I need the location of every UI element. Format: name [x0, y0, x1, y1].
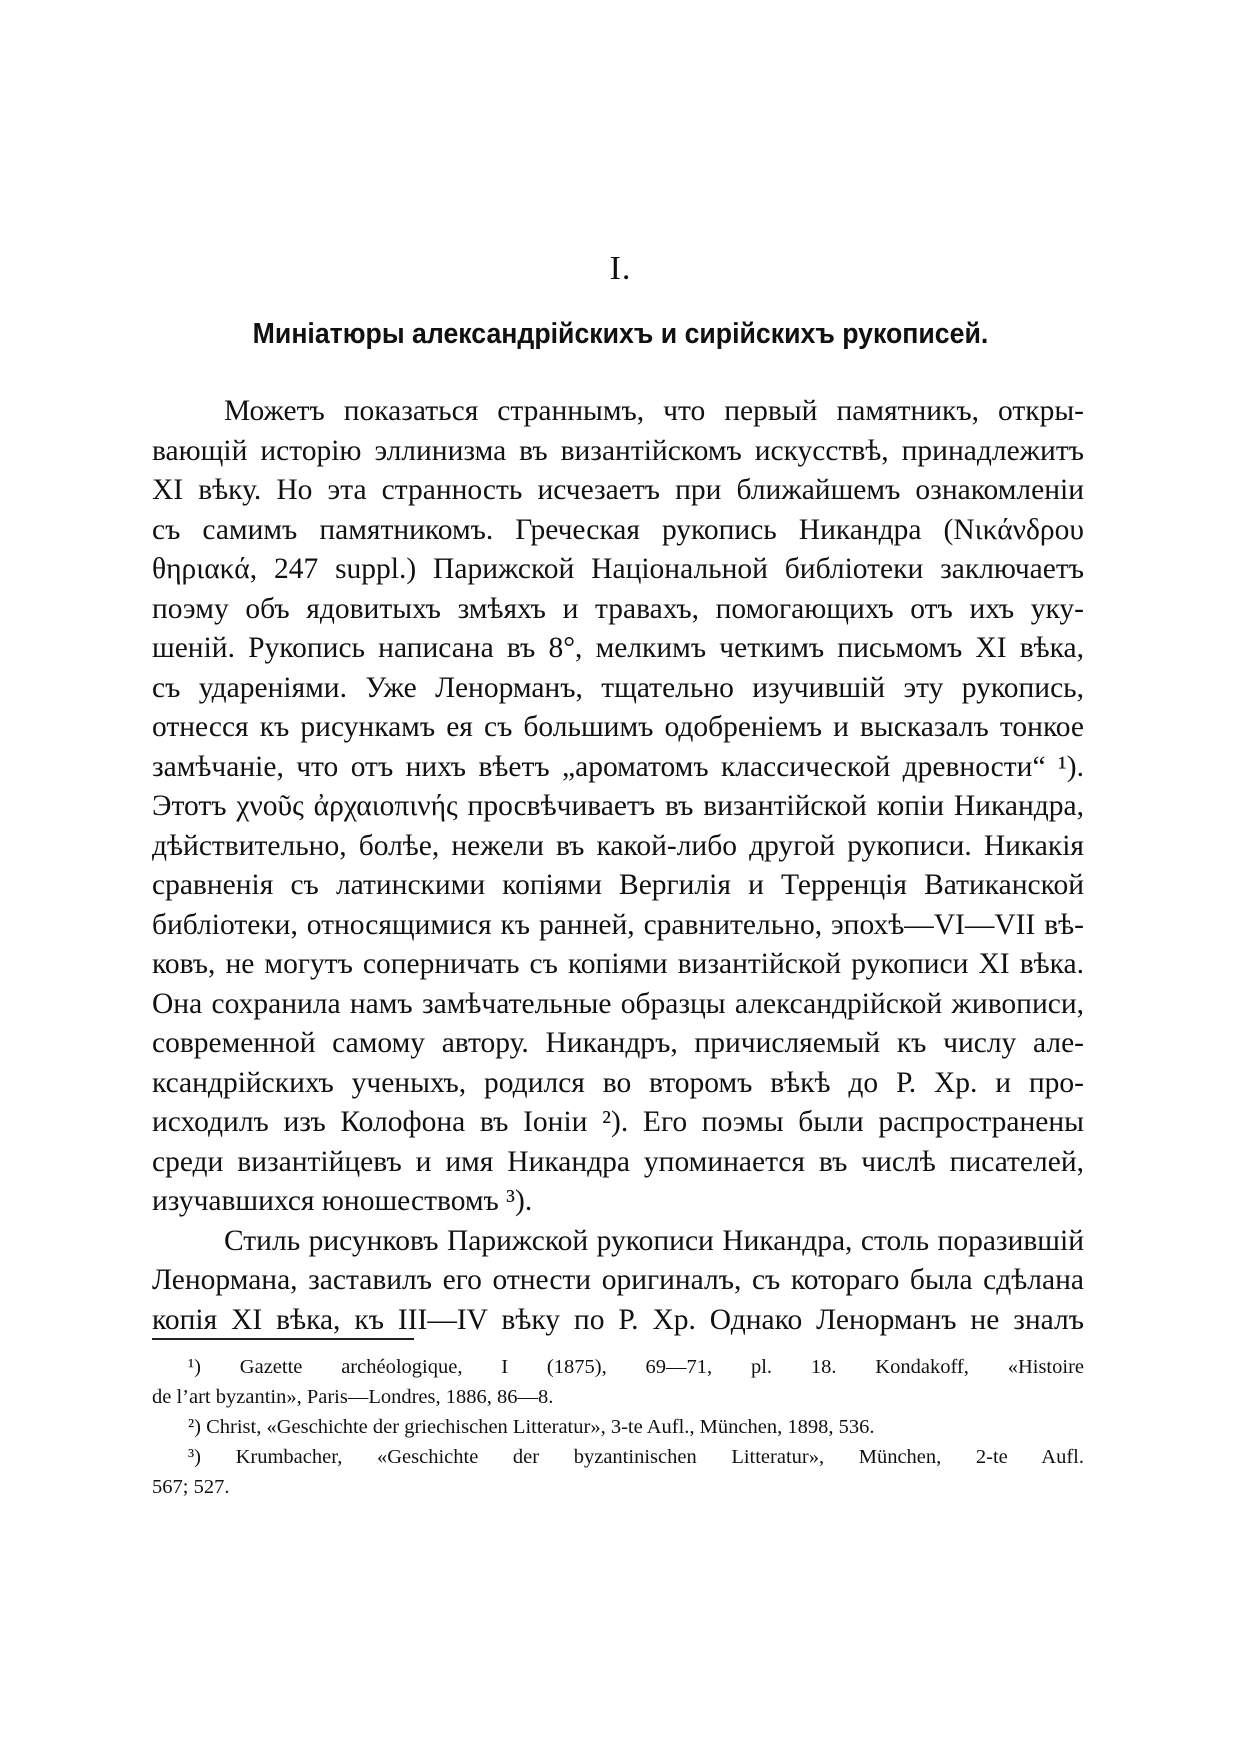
text-line: ковъ, не могутъ соперничать съ копіями византійской рукописи XI вѣка.	[152, 948, 1084, 980]
text-line: XI вѣку. Но эта странность исчезаетъ при ближайшемъ ознакомленіи	[152, 474, 1084, 506]
text-line: сравненія съ латинскими копіями Вергилія и Терренція Ватиканской	[152, 869, 1084, 901]
body-text	[152, 392, 1084, 1340]
paragraph-1	[152, 392, 1084, 1222]
text-line: Она сохранила намъ замѣчательные образцы александрійской живописи,	[152, 987, 1084, 1020]
text-line: замѣчаніе, что отъ нихъ вѣетъ „ароматомъ классической древности“ ¹).	[152, 750, 1084, 783]
text-line: поэму объ ядовитыхъ змѣяхъ и травахъ, помогающихъ отъ ихъ уку-	[152, 592, 1084, 625]
footnote-divider	[152, 1338, 414, 1340]
text-line: библіотеки, относящимися къ ранней, сравнительно, эпохѣ—VI—VII вѣ-	[152, 908, 1084, 941]
text-line: съ самимъ памятникомъ. Греческая рукопись Никандра (Νικάνδρου	[152, 513, 1084, 546]
text-line: вающій исторію эллинизма въ византійскомъ искусствѣ, принадлежитъ	[152, 434, 1084, 467]
paragraph-2	[152, 1222, 1084, 1341]
footnote-1	[152, 1352, 1084, 1412]
footnote-line: ²) Christ, «Geschichte der griechischen Litteratur», 3-te Aufl., München, 1898, 536.	[188, 1416, 875, 1438]
footnote-line: ³) Krumbacher, «Geschichte der byzantinischen Litteratur», München, 2-te Aufl.	[188, 1446, 1084, 1468]
footnote-3	[152, 1442, 1084, 1502]
text-line: изучавшихся юношествомъ ³).	[152, 1185, 533, 1217]
footnotes	[152, 1352, 1084, 1502]
text-line: шеній. Рукопись написана въ 8°, мелкимъ четкимъ письмомъ XI вѣка,	[152, 632, 1084, 664]
text-line: современной самому автору. Никандръ, причисляемый къ числу але-	[152, 1027, 1084, 1059]
text-line: дѣйствительно, болѣе, нежели въ какой-либо другой рукописи. Никакія	[152, 829, 1084, 862]
chapter-title: Миніатюры александрійскихъ и сирійскихъ рукописей.	[252, 318, 989, 350]
text-line: θηριακά, 247 suppl.) Парижской Національной библіотеки заключаетъ	[152, 553, 1084, 585]
footnote-line: ¹) Gazette archéologique, I (1875), 69—71, pl. 18. Kondakoff, «Histoire	[188, 1356, 1084, 1378]
text-line: среди византійцевъ и имя Никандра упоминается въ числѣ писателей,	[152, 1145, 1084, 1178]
chapter-number: I.	[609, 250, 632, 287]
text-line: исходилъ изъ Колофона въ Іоніи ²). Его поэмы были распространены	[152, 1106, 1084, 1138]
text-line: съ удареніями. Уже Ленорманъ, тщательно изучившій эту рукопись,	[152, 671, 1084, 704]
text-line: Можетъ показаться страннымъ, что первый памятникъ, откры-	[224, 395, 1084, 427]
text-line: Ленормана, заставилъ его отнести оригиналъ, съ котораго была сдѣлана	[152, 1264, 1084, 1296]
text-line: Стиль рисунковъ Парижской рукописи Никандра, столь поразившій	[224, 1224, 1084, 1257]
text-line: ксандрійскихъ ученыхъ, родился во второмъ вѣкѣ до Р. Хр. и про-	[152, 1066, 1084, 1099]
footnote-line: 567; 527.	[152, 1476, 230, 1498]
footnote-2	[152, 1412, 1084, 1442]
text-line: копія XI вѣка, къ III—IV вѣку по Р. Хр. Однако Ленорманъ не зналъ	[152, 1303, 1084, 1336]
footnote-line: de l’art byzantin», Paris—Londres, 1886, 86—8.	[152, 1386, 554, 1408]
text-line: отнесся къ рисункамъ ея съ большимъ одобреніемъ и высказалъ тонкое	[152, 711, 1084, 743]
text-line: Этотъ χνοῦς ἀρχαιοπινής просвѣчиваетъ въ византійской копіи Никандра,	[152, 790, 1084, 822]
